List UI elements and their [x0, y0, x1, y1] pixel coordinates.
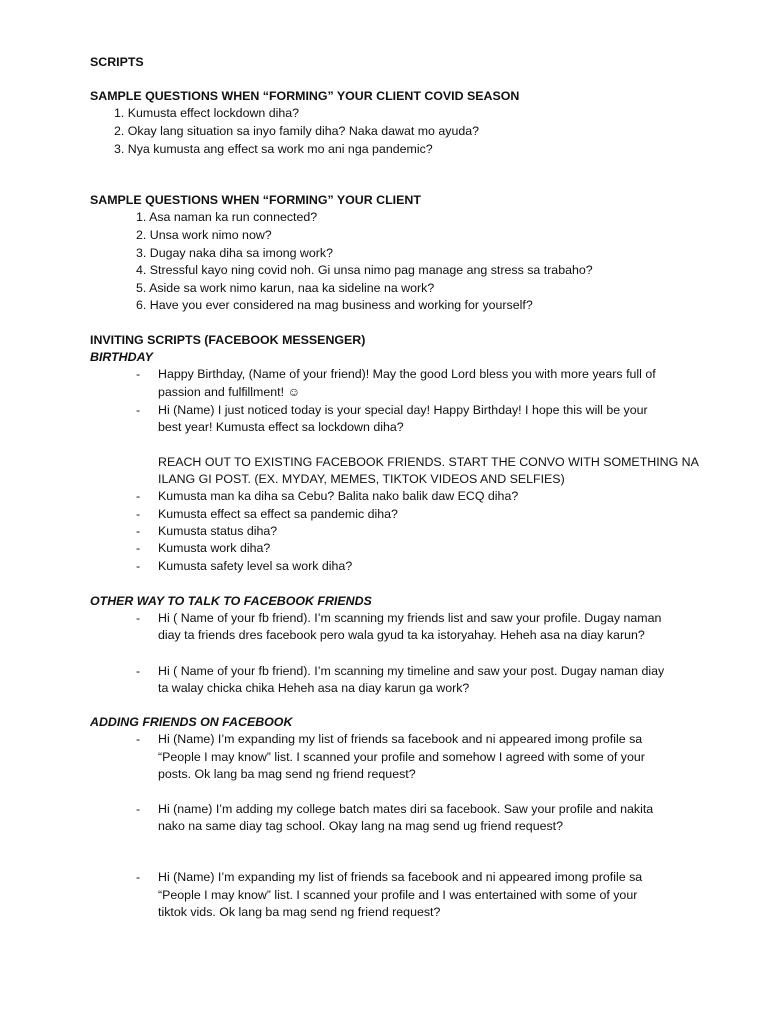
section2-item: 4. Stressful kayo ning covid noh. Gi unsa nimo pag manage ang stress sa trabaho? [136, 263, 593, 277]
friend-script-line: diay ta friends dres facebook pero wala gyud ta ka istoryahay. Heheh asa na diay karun? [158, 628, 645, 642]
document-title: SCRIPTS [90, 55, 144, 69]
bullet-dash: - [136, 367, 141, 381]
add-friend-script-line: “People I may know” list. I scanned your profile and I was entertained with some of your [158, 888, 638, 902]
friend-script-line: ta walay chicka chika Heheh asa na diay karun ga work? [158, 681, 470, 695]
section1-item: 3. Nya kumusta ang effect sa work mo ani nga pandemic? [114, 142, 433, 156]
add-friend-script-line: Hi (Name) I’m expanding my list of friends sa facebook and ni appeared imong profile sa [158, 732, 643, 746]
section2-item: 1. Asa naman ka run connected? [136, 210, 318, 224]
bullet-dash: - [136, 559, 141, 573]
reach-out-instruction: REACH OUT TO EXISTING FACEBOOK FRIENDS. START THE CONVO WITH SOMETHING NA [158, 455, 699, 469]
bullet-dash: - [136, 611, 141, 625]
section2-item: 5. Aside sa work nimo karun, naa ka sideline na work? [136, 281, 435, 295]
section3-subheading: BIRTHDAY [90, 350, 153, 364]
reach-out-item: Kumusta man ka diha sa Cebu? Balita nako balik daw ECQ diha? [158, 489, 519, 503]
bullet-dash: - [136, 403, 141, 417]
section2-item: 2. Unsa work nimo now? [136, 228, 272, 242]
add-friend-script-line: tiktok vids. Ok lang ba mag send ng friend request? [158, 905, 441, 919]
friend-script-line: Hi ( Name of your fb friend). I’m scanning my friends list and saw your profile. Dugay naman [158, 611, 662, 625]
add-friend-script-line: posts. Ok lang ba mag send ng friend request? [158, 767, 416, 781]
add-friend-script-line: “People I may know” list. I scanned your profile and somehow I agreed with some of your [158, 750, 645, 764]
bullet-dash: - [136, 489, 141, 503]
birthday-script-line: Happy Birthday, (Name of your friend)! May the good Lord bless you with more years full of [158, 367, 656, 381]
birthday-script-line: passion and fulfillment! ☺ [158, 385, 301, 399]
section3-heading: INVITING SCRIPTS (FACEBOOK MESSENGER) [90, 333, 366, 347]
bullet-dash: - [136, 664, 141, 678]
add-friend-script-line: Hi (Name) I’m expanding my list of friends sa facebook and ni appeared imong profile sa [158, 870, 643, 884]
add-friend-script-line: nako na same diay tag school. Okay lang na mag send ug friend request? [158, 819, 564, 833]
reach-out-instruction: ILANG GI POST. (EX. MYDAY, MEMES, TIKTOK VIDEOS AND SELFIES) [158, 472, 565, 486]
section5-heading: ADDING FRIENDS ON FACEBOOK [90, 715, 293, 729]
bullet-dash: - [136, 802, 141, 816]
bullet-dash: - [136, 541, 141, 555]
bullet-dash: - [136, 507, 141, 521]
section2-item: 6. Have you ever considered na mag business and working for yourself? [136, 298, 533, 312]
birthday-script-line: best year! Kumusta effect sa lockdown diha? [158, 420, 404, 434]
bullet-dash: - [136, 870, 141, 884]
section2-heading: SAMPLE QUESTIONS WHEN “FORMING” YOUR CLIENT [90, 193, 421, 207]
section1-heading: SAMPLE QUESTIONS WHEN “FORMING” YOUR CLIENT COVID SEASON [90, 89, 520, 103]
bullet-dash: - [136, 732, 141, 746]
section2-item: 3. Dugay naka diha sa imong work? [136, 246, 333, 260]
add-friend-script-line: Hi (name) I’m adding my college batch mates diri sa facebook. Saw your profile and nakita [158, 802, 654, 816]
reach-out-item: Kumusta effect sa effect sa pandemic diha? [158, 507, 398, 521]
birthday-script-line: Hi (Name) I just noticed today is your special day! Happy Birthday! I hope this will be your [158, 403, 648, 417]
reach-out-item: Kumusta work diha? [158, 541, 271, 555]
section1-item: 2. Okay lang situation sa inyo family diha? Naka dawat mo ayuda? [114, 124, 480, 138]
section4-heading: OTHER WAY TO TALK TO FACEBOOK FRIENDS [90, 594, 372, 608]
reach-out-item: Kumusta safety level sa work diha? [158, 559, 353, 573]
reach-out-item: Kumusta status diha? [158, 524, 278, 538]
bullet-dash: - [136, 524, 141, 538]
section1-item: 1. Kumusta effect lockdown diha? [114, 106, 300, 120]
friend-script-line: Hi ( Name of your fb friend). I’m scanning my timeline and saw your post. Dugay naman diay [158, 664, 665, 678]
